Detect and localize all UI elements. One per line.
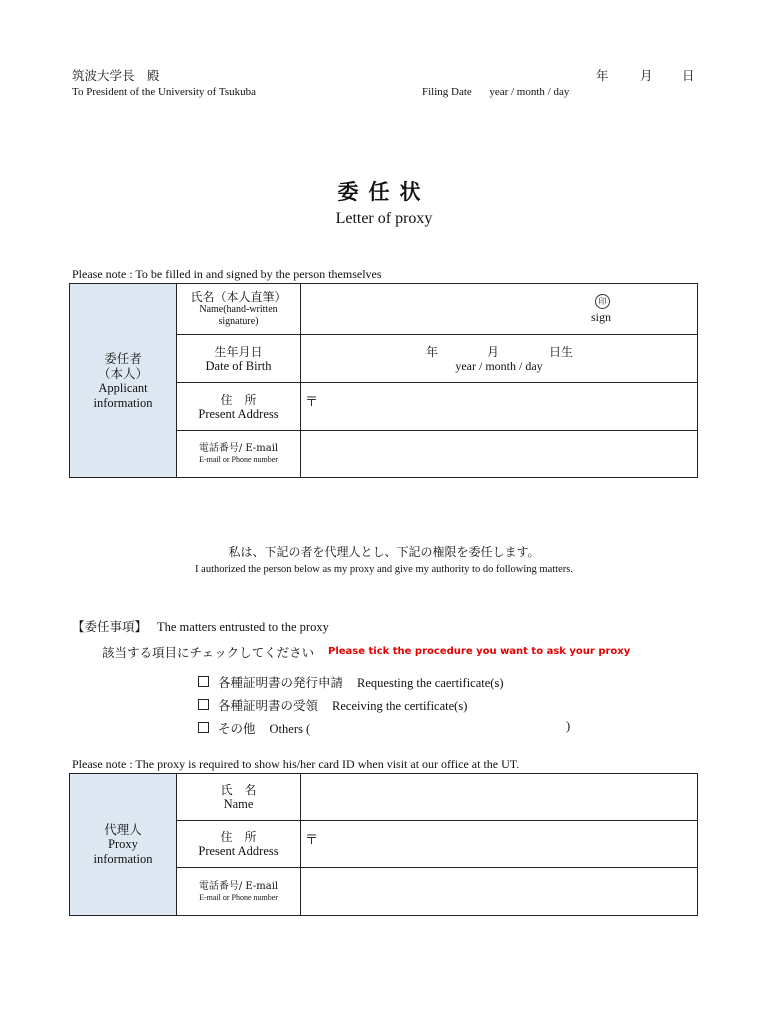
check-instruction-jp: 該当する項目にチェックしてください (102, 645, 315, 660)
proxy-contact-field[interactable] (301, 868, 698, 916)
checkbox-icon[interactable] (198, 699, 209, 710)
option-label-jp: 各種証明書の受領 (218, 698, 319, 713)
proxy-section-label (70, 774, 177, 916)
proxy-note: Please note : The proxy is required to show his/her card ID when visit at our office at the UT. (72, 757, 520, 771)
proxy-address-field[interactable] (301, 821, 698, 868)
date-year-label: 年 (596, 68, 609, 83)
applicant-section-jp: 委任者 (104, 350, 142, 366)
proxy-section-jp: 代理人 (104, 822, 142, 837)
checkbox-icon[interactable] (198, 722, 209, 733)
checkbox-icon[interactable] (198, 676, 209, 687)
dob-units-en: year / month / day (455, 359, 543, 373)
applicant-section-jp2: （本人） (97, 365, 148, 381)
proxy-address-label-jp: 住 所 (220, 830, 257, 844)
addressee-en: To President of the University of Tsukuba (72, 86, 257, 98)
matters-heading-en: The matters entrusted to the proxy (157, 620, 329, 634)
contact-label-en: E-mail or Phone number (199, 455, 278, 464)
address-label-cell (177, 383, 301, 431)
applicant-table (69, 283, 698, 478)
proxy-address-label-cell (177, 821, 301, 868)
proxy-contact-label-jp: 電話番号/ E-mail (198, 880, 279, 892)
date-day-label: 日 (682, 68, 695, 83)
sign-label: sign (591, 310, 612, 324)
option-receive-certificate[interactable] (198, 696, 467, 714)
proxy-contact-label-en: E-mail or Phone number (199, 892, 278, 902)
dob-label-cell (177, 335, 301, 383)
applicant-section-en1: Applicant (98, 380, 148, 395)
address-label-en: Present Address (198, 406, 279, 421)
proxy-name-label-en: Name (223, 797, 254, 811)
address-label-jp: 住 所 (220, 392, 257, 407)
matters-heading-jp: 【委任事項】 (72, 619, 148, 634)
contact-label-jp: 電話番号/ E-mail (198, 443, 279, 454)
proxy-address-label-en: Present Address (198, 844, 279, 858)
applicant-section-en2: information (93, 395, 153, 410)
filing-date (422, 86, 569, 98)
option-label-en: Requesting the caertificate(s) (357, 676, 504, 690)
check-instruction-en: Please tick the procedure you want to ask your proxy (328, 646, 631, 657)
applicant-section-label (70, 284, 177, 478)
dob-label-en: Date of Birth (205, 358, 272, 373)
name-label-en2: signature) (218, 316, 259, 327)
matters-heading (72, 617, 329, 635)
proxy-table (69, 773, 698, 916)
dob-year-label: 年 (426, 345, 439, 359)
applicant-dob-field[interactable] (301, 335, 698, 383)
dob-label-jp: 生年月日 (214, 344, 263, 359)
filing-date-label: Filing Date (422, 86, 472, 98)
contact-label-cell (177, 431, 301, 478)
name-label-cell (177, 284, 301, 335)
date-month-label: 月 (640, 68, 653, 83)
proxy-contact-label-cell (177, 868, 301, 916)
document-title-jp: 委任状 (337, 179, 431, 204)
filing-date-fields: year / month / day (489, 86, 570, 98)
applicant-address-field[interactable] (301, 383, 698, 431)
applicant-contact-field[interactable] (301, 431, 698, 478)
proxy-name-field[interactable] (301, 774, 698, 821)
document-title-en: Letter of proxy (335, 210, 433, 227)
option-others[interactable] (198, 719, 578, 737)
option-label-jp: その他 (218, 721, 256, 736)
addressee-jp: 筑波大学長 殿 (72, 68, 160, 83)
authorization-en: I authorized the person below as my proxy and give my authority to do following matters. (195, 564, 573, 575)
dob-day-label: 日生 (549, 345, 574, 359)
proxy-section-en1: Proxy (108, 837, 138, 851)
authorization-jp: 私は、下記の者を代理人とし、下記の権限を委任します。 (228, 545, 540, 559)
proxy-section-en2: information (93, 852, 153, 866)
dob-month-label: 月 (487, 345, 500, 359)
applicant-note: Please note : To be filled in and signed by the person themselves (72, 267, 382, 281)
seal-mark-icon: 印 (595, 294, 610, 309)
option-label-jp: 各種証明書の発行申請 (218, 675, 344, 690)
postal-mark-icon: 〒 (305, 833, 319, 848)
others-close-paren: ) (566, 719, 571, 733)
name-label-en1: Name(hand-written (199, 304, 278, 315)
name-label-jp: 氏名（本人直筆） (190, 290, 287, 304)
applicant-name-field[interactable] (301, 284, 698, 335)
postal-mark-icon: 〒 (305, 395, 319, 410)
option-request-certificate[interactable] (198, 673, 503, 691)
option-label-en: Others ( (269, 722, 311, 736)
option-label-en: Receiving the certificate(s) (332, 699, 468, 713)
proxy-name-label-jp: 氏 名 (220, 783, 257, 797)
proxy-name-label-cell (177, 774, 301, 821)
